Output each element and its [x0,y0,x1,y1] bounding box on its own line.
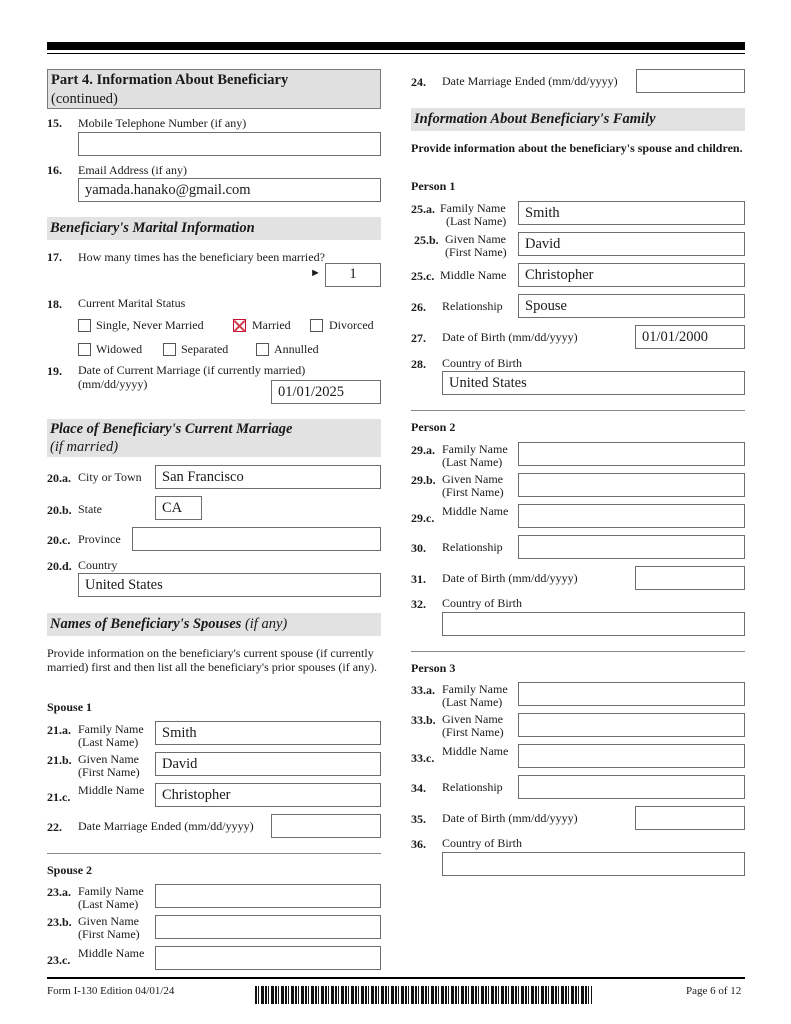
part-subtitle: (continued) [51,91,118,107]
part-header [47,69,381,109]
top-rule-thick [47,42,745,50]
province-field[interactable] [132,527,381,551]
q20c-label: Province [78,532,121,546]
q17-number: 17. [47,250,62,264]
q31-number: 31. [411,572,426,586]
person1-given-name-field[interactable]: David [518,232,745,256]
q23b-label: Given Name [78,914,139,928]
person3-relationship-field[interactable] [518,775,745,799]
spouses-intro: Provide information on the beneficiary's current spouse (if currently married) first and then list all the beneficiary's prior spouses (if any). [47,646,378,674]
q36-label: Country of Birth [442,836,522,850]
q23c-number: 23.c. [47,953,71,967]
person3-middle-name-field[interactable] [518,744,745,768]
q24-label: Date Marriage Ended (mm/dd/yyyy) [442,74,618,88]
q28-label: Country of Birth [442,356,522,370]
q32-label: Country of Birth [442,596,522,610]
q29a-label2: (Last Name) [442,455,503,469]
q29c-label: Middle Name [442,504,509,518]
q33b-label2: (First Name) [442,725,504,739]
person2-family-name-field[interactable] [518,442,745,466]
checkbox-separated[interactable] [163,343,176,356]
spouse2-given-name-field[interactable] [155,915,381,939]
times-married-field[interactable]: 1 [325,263,381,287]
person3-dob-field[interactable] [635,806,745,830]
person2-middle-name-field[interactable] [518,504,745,528]
checkbox-annulled[interactable] [256,343,269,356]
spouse2-family-name-field[interactable] [155,884,381,908]
date-current-marriage-field[interactable]: 01/01/2025 [271,380,381,404]
q29c-number: 29.c. [411,511,435,525]
country-of-marriage-field[interactable]: United States [78,573,381,597]
person3-heading: Person 3 [411,661,456,675]
q23b-number: 23.b. [47,915,72,929]
q26-label: Relationship [442,299,503,313]
q20c-number: 20.c. [47,533,71,547]
option-single-label: Single, Never Married [96,318,204,332]
q27-number: 27. [411,331,426,345]
q35-label: Date of Birth (mm/dd/yyyy) [442,811,578,825]
q23a-label: Family Name [78,884,144,898]
q20b-label: State [78,502,102,516]
person2-heading: Person 2 [411,420,456,434]
q33b-number: 33.b. [411,713,436,727]
q21a-label: Family Name [78,722,144,736]
q23a-label2: (Last Name) [78,897,139,911]
q33a-label: Family Name [442,682,508,696]
divider [47,853,381,854]
q20a-label: City or Town [78,470,142,484]
q30-number: 30. [411,541,426,555]
person1-middle-name-field[interactable]: Christopher [518,263,745,287]
q33b-label: Given Name [442,712,503,726]
top-rule-thin [47,53,745,54]
mobile-phone-field[interactable] [78,132,381,156]
q32-number: 32. [411,597,426,611]
q29a-number: 29.a. [411,443,435,457]
checkbox-married[interactable] [233,319,246,332]
checkbox-widowed[interactable] [78,343,91,356]
q23b-label2: (First Name) [78,927,140,941]
q29a-label: Family Name [442,442,508,456]
q23a-number: 23.a. [47,885,71,899]
family-intro: Provide information about the beneficiary's spouse and children. [411,141,743,155]
option-married-label: Married [252,318,291,332]
q31-label: Date of Birth (mm/dd/yyyy) [442,571,578,585]
q25b-number: 25.b. [414,233,439,247]
q21c-label: Middle Name [78,783,145,797]
q20b-number: 20.b. [47,503,72,517]
q27-label: Date of Birth (mm/dd/yyyy) [442,330,578,344]
q30-label: Relationship [442,540,503,554]
section-place-of-marriage [47,419,381,457]
q34-label: Relationship [442,780,503,794]
person3-family-name-field[interactable] [518,682,745,706]
q16-label: Email Address (if any) [78,163,187,177]
section-place-title: Place of Beneficiary's Current Marriage [50,421,293,437]
part-title: Part 4. Information About Beneficiary [51,72,289,88]
option-annulled-label: Annulled [274,342,319,356]
q18-number: 18. [47,297,62,311]
q35-number: 35. [411,812,426,826]
q21b-number: 21.b. [47,753,72,767]
person1-country-of-birth-field[interactable]: United States [442,371,745,395]
person3-given-name-field[interactable] [518,713,745,737]
q24-number: 24. [411,75,426,89]
person3-country-of-birth-field[interactable] [442,852,745,876]
q17-label: How many times has the beneficiary been married? [78,250,325,264]
spouse1-heading: Spouse 1 [47,700,93,714]
q25c-number: 25.c. [411,269,435,283]
q19-label-format: (mm/dd/yyyy) [78,377,148,391]
q21a-number: 21.a. [47,723,71,737]
q20d-number: 20.d. [47,559,72,573]
q15-number: 15. [47,116,62,130]
q33a-number: 33.a. [411,683,435,697]
option-widowed-label: Widowed [96,342,143,356]
q25c-label: Middle Name [440,268,507,282]
q20a-number: 20.a. [47,471,71,485]
section-place-subtitle: (if married) [50,439,119,455]
q19-label: Date of Current Marriage (if currently married) [78,363,306,377]
section-spouses-suffix: (if any) [241,616,288,632]
spouse2-heading: Spouse 2 [47,863,93,877]
section-spouses [47,613,381,636]
spouse1-date-marriage-ended-field[interactable] [271,814,381,838]
person1-family-name-field[interactable]: Smith [518,201,745,225]
q25a-label: Family Name [440,201,506,215]
form-edition: Form I-130 Edition 04/01/24 [47,985,175,997]
person1-heading: Person 1 [411,179,456,193]
q29b-number: 29.b. [411,473,436,487]
person1-relationship-field[interactable]: Spouse [518,294,745,318]
spouse1-given-name-field[interactable]: David [155,752,381,776]
q33c-number: 33.c. [411,751,435,765]
person2-country-of-birth-field[interactable] [442,612,745,636]
q28-number: 28. [411,357,426,371]
q26-number: 26. [411,300,426,314]
q25b-label: Given Name [445,232,506,246]
divider [411,651,745,652]
q21c-number: 21.c. [47,790,71,804]
checkbox-divorced[interactable] [310,319,323,332]
q36-number: 36. [411,837,426,851]
q25a-number: 25.a. [411,202,435,216]
state-field[interactable]: CA [155,496,202,520]
person1-dob-field[interactable]: 01/01/2000 [635,325,745,349]
person2-relationship-field[interactable] [518,535,745,559]
person2-dob-field[interactable] [635,566,745,590]
q21b-label: Given Name [78,752,139,766]
q16-number: 16. [47,163,62,177]
q23c-label: Middle Name [78,946,145,960]
checkbox-single-never-married[interactable] [78,319,91,332]
city-or-town-field[interactable]: San Francisco [155,465,381,489]
q33a-label2: (Last Name) [442,695,503,709]
spouse2-date-marriage-ended-field[interactable] [636,69,745,93]
section-beneficiary-family: Information About Beneficiary's Family [411,108,745,131]
barcode-icon [255,986,592,1004]
q25b-label2: (First Name) [445,245,507,259]
q29b-label: Given Name [442,472,503,486]
q15-label: Mobile Telephone Number (if any) [78,116,247,130]
section-spouses-title: Names of Beneficiary's Spouses [50,616,242,632]
q25a-label2: (Last Name) [446,214,507,228]
q20d-label: Country [78,558,118,572]
divider [411,410,745,411]
option-divorced-label: Divorced [329,318,374,332]
q34-number: 34. [411,781,426,795]
person2-given-name-field[interactable] [518,473,745,497]
option-separated-label: Separated [181,342,229,356]
spouse1-family-name-field[interactable]: Smith [155,721,381,745]
arrow-right-icon: ► [310,267,321,279]
footer-rule [47,977,745,979]
section-marital-info: Beneficiary's Marital Information [47,217,381,240]
email-field[interactable]: yamada.hanako@gmail.com [78,178,381,202]
spouse1-middle-name-field[interactable]: Christopher [155,783,381,807]
q22-label: Date Marriage Ended (mm/dd/yyyy) [78,819,254,833]
q33c-label: Middle Name [442,744,509,758]
spouse2-middle-name-field[interactable] [155,946,381,970]
q22-number: 22. [47,820,62,834]
q21b-label2: (First Name) [78,765,140,779]
q18-label: Current Marital Status [78,296,186,310]
page-number: Page 6 of 12 [686,985,742,997]
q21a-label2: (Last Name) [78,735,139,749]
q19-number: 19. [47,364,62,378]
q29b-label2: (First Name) [442,485,504,499]
